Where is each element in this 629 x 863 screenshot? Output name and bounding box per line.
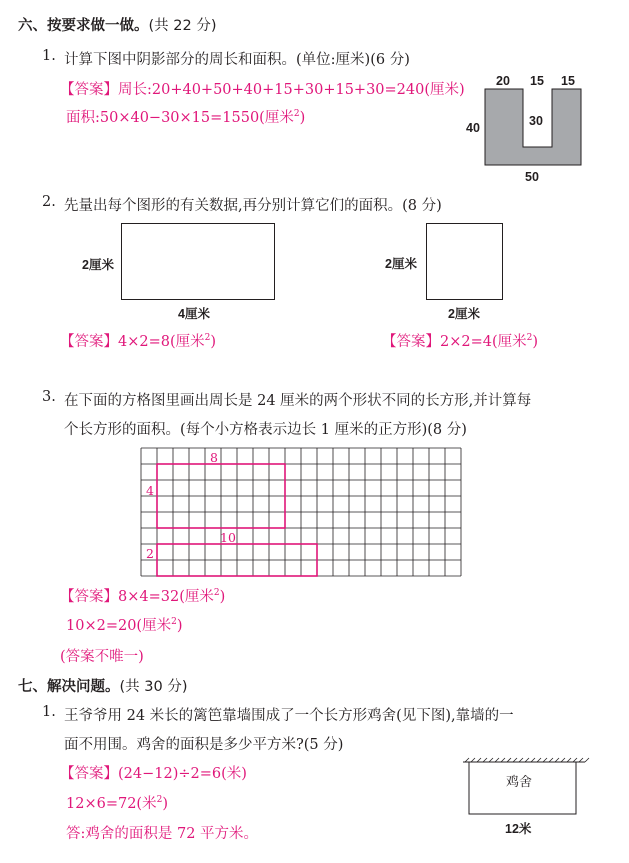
hatch-mark: [549, 758, 553, 762]
q1-label-15a: 15: [530, 74, 544, 88]
hatch-mark: [579, 758, 583, 762]
q3-answer2-prefix: 10×2=20(厘米: [66, 618, 172, 634]
q2-rect-width-label: 4厘米: [178, 307, 210, 321]
hatch-mark: [567, 758, 571, 762]
q2-number: 2.: [42, 194, 56, 210]
q3-answer1-prefix: 【答案】8×4=32(厘米: [60, 589, 214, 605]
hatch-mark: [543, 758, 547, 762]
section-7-score: (共 30 分): [119, 679, 188, 695]
q1-number: 1.: [42, 48, 56, 64]
q2-answer1-sup: 2: [204, 333, 211, 344]
section-6-heading: [18, 14, 216, 35]
q3-rect2-width-label: 10: [220, 530, 236, 545]
q2-answer-square: [382, 330, 538, 351]
hatch-mark: [573, 758, 577, 762]
q3-rect1-height-label: 4: [146, 483, 154, 498]
hatch-mark: [531, 758, 535, 762]
q2-square-width-label: 2厘米: [448, 307, 480, 321]
section-6-title: 六、按要求做一做。: [18, 18, 149, 34]
q3-number: 3.: [42, 389, 56, 405]
q2-answer2-suffix: ): [532, 334, 539, 350]
q2-answer2-sup: 2: [526, 333, 533, 344]
coop-label: 鸡舍: [506, 775, 533, 790]
q3-rect2-height-label: 2: [146, 546, 154, 561]
hatch-mark: [537, 758, 541, 762]
s7-q1-answer-line1: 【答案】(24−12)÷2=6(米): [60, 766, 247, 782]
hatch-mark: [525, 758, 529, 762]
q3-answer1-sup: 2: [213, 588, 220, 599]
hatch-mark: [513, 758, 517, 762]
q3-answer2-suffix: ): [176, 618, 183, 634]
hatch-mark: [507, 758, 511, 762]
section-7-heading: [18, 675, 187, 696]
section-7-title: 七、解决问题。: [18, 679, 120, 695]
q2-answer-rect: [60, 330, 216, 351]
section-6-score: (共 22 分): [148, 18, 217, 34]
s7-q1-text-line1: 王爷爷用 24 米长的篱笆靠墙围成了一个长方形鸡舍(见下图),靠墙的一: [64, 708, 514, 724]
s7-q1-text-line2: 面不用围。鸡舍的面积是多少平方米?(5 分): [64, 737, 344, 753]
q1-area-suffix: ): [299, 110, 306, 126]
q1-label-40: 40: [466, 121, 480, 135]
q2-answer1-suffix: ): [210, 334, 217, 350]
q3-answer-line1: [60, 585, 225, 606]
coop-wall-hatching: [465, 758, 589, 762]
s7-q1-number: 1.: [42, 704, 56, 720]
hatch-mark: [519, 758, 523, 762]
q2-square: [426, 223, 503, 300]
hatch-mark: [483, 758, 487, 762]
hatch-mark: [471, 758, 475, 762]
q2-answer1-prefix: 【答案】4×2=8(厘米: [60, 334, 205, 350]
q2-answer2-prefix: 【答案】2×2=4(厘米: [382, 334, 527, 350]
q3-answer-note: (答案不唯一): [60, 649, 144, 665]
hatch-mark: [585, 758, 589, 762]
grid-lines: [141, 448, 461, 576]
q1-area-prefix: 面积:50×40−30×15=1550(厘米: [66, 110, 294, 126]
q1-label-20: 20: [496, 74, 510, 88]
hatch-mark: [561, 758, 565, 762]
q1-label-30: 30: [529, 114, 543, 128]
hatch-mark: [489, 758, 493, 762]
hatch-mark: [555, 758, 559, 762]
q3-answer1-suffix: ): [219, 589, 226, 605]
q3-grid: [140, 447, 462, 577]
q3-answer-line2: [66, 614, 183, 635]
q3-answer2-sup: 2: [171, 617, 177, 628]
q2-text: 先量出每个图形的有关数据,再分别计算它们的面积。(8 分): [64, 198, 442, 214]
q1-label-50: 50: [525, 170, 539, 184]
q3-rect1-width-label: 8: [210, 450, 218, 465]
s7-q1-answer-line2: [66, 792, 168, 813]
q1-answer-perimeter: 【答案】周长:20+40+50+40+15+30+15+30=240(厘米): [60, 82, 465, 98]
q2-rect-height-label: 2厘米: [82, 258, 114, 272]
hatch-mark: [465, 758, 469, 762]
q1-text: 计算下图中阴影部分的周长和面积。(单位:厘米)(6 分): [64, 52, 410, 68]
hatch-mark: [495, 758, 499, 762]
q1-shaded-figure: [485, 89, 582, 167]
coop-width-label: 12米: [505, 822, 532, 836]
s7-answer2-prefix: 12×6=72(米: [66, 796, 157, 812]
s7-q1-answer-line3: 答:鸡舍的面积是 72 平方米。: [66, 826, 259, 842]
q3-text-line1: 在下面的方格图里画出周长是 24 厘米的两个形状不同的长方形,并计算每: [64, 393, 532, 409]
q1-answer-area: [66, 106, 305, 127]
q3-text-line2: 个长方形的面积。(每个小方格表示边长 1 厘米的正方形)(8 分): [64, 422, 467, 438]
q1-area-sup: 2: [293, 109, 300, 120]
q1-label-15b: 15: [561, 74, 575, 88]
s7-answer2-sup: 2: [156, 795, 163, 806]
q2-square-height-label: 2厘米: [385, 257, 417, 271]
q2-rectangle: [121, 223, 275, 300]
hatch-mark: [477, 758, 481, 762]
s7-answer2-suffix: ): [162, 796, 168, 812]
hatch-mark: [501, 758, 505, 762]
